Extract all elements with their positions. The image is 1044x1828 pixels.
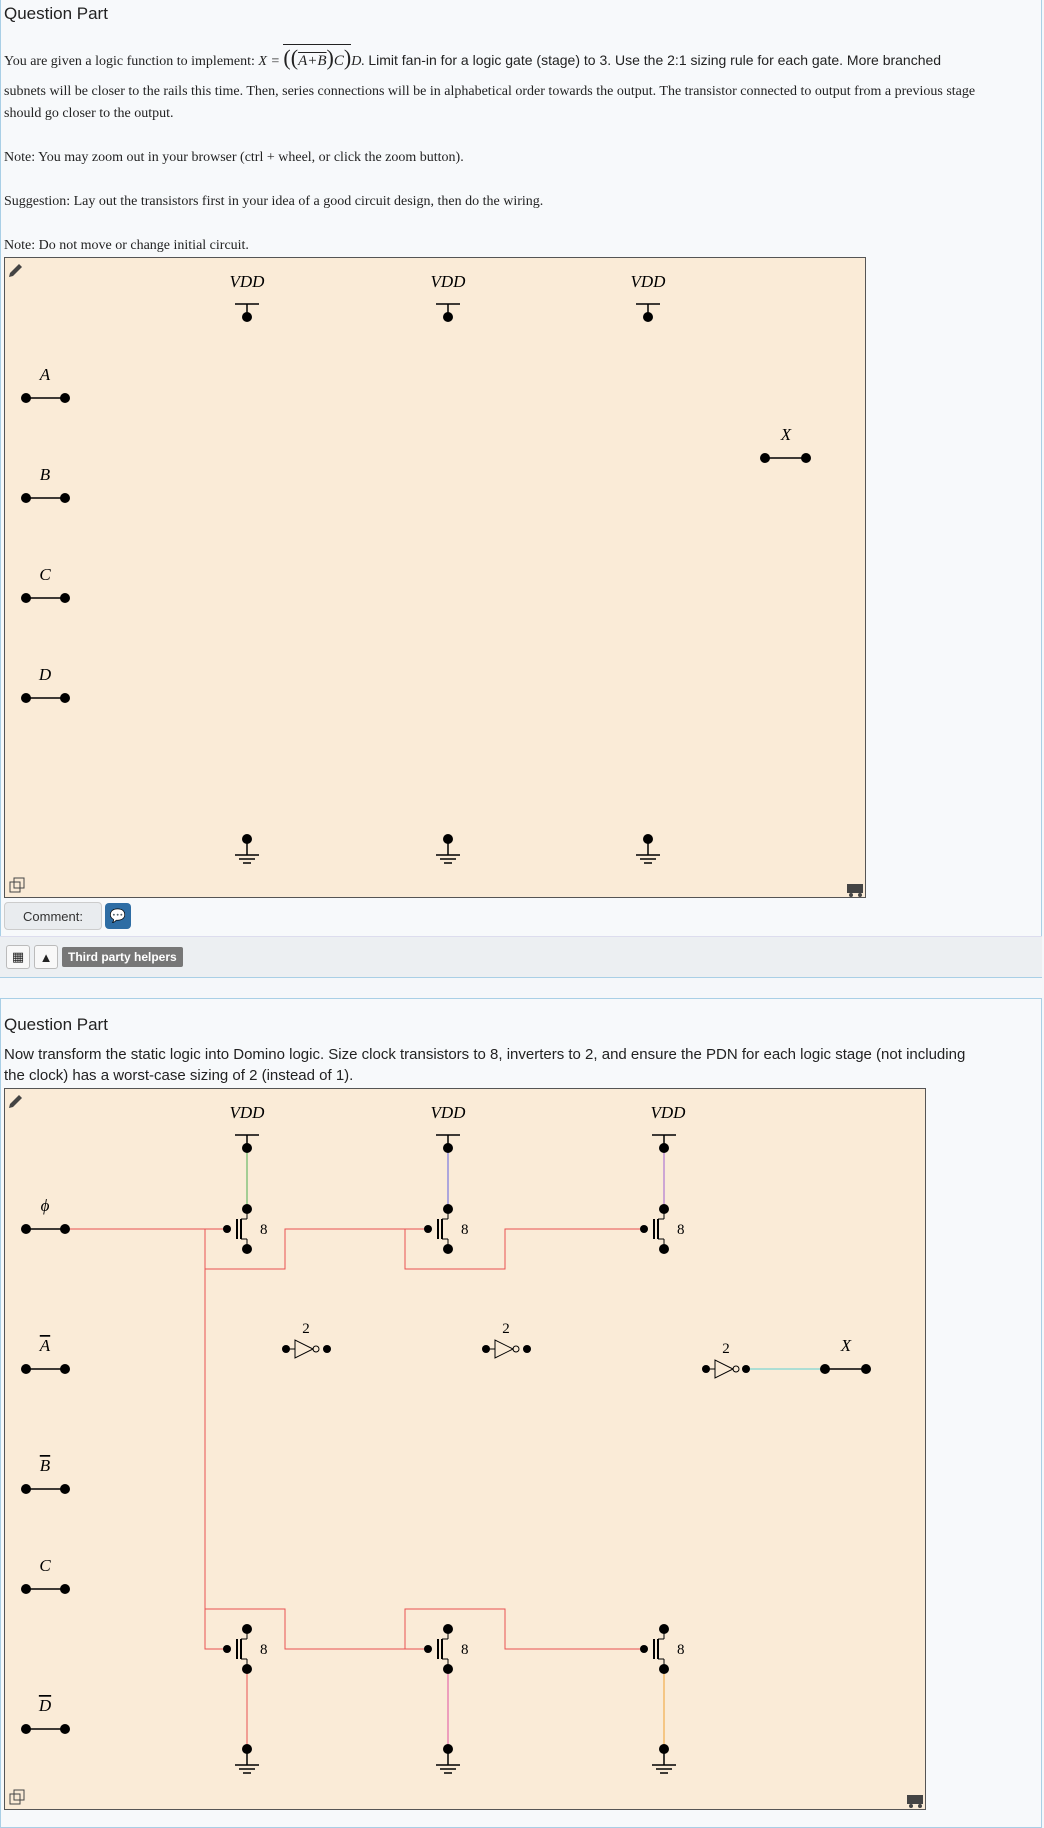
vdd-label-1: VDD bbox=[229, 1103, 265, 1122]
input-terminal-a[interactable] bbox=[21, 393, 70, 403]
problem-statement bbox=[4, 44, 1044, 73]
input-label-a-bar: A bbox=[39, 1336, 51, 1355]
calculator-icon[interactable]: ▦ bbox=[6, 945, 30, 969]
clock-transistor-bottom-3[interactable] bbox=[640, 1624, 685, 1674]
pencil-icon[interactable] bbox=[9, 1095, 22, 1108]
copy-icon[interactable] bbox=[10, 878, 24, 892]
svg-text:2: 2 bbox=[722, 1341, 730, 1357]
flask-icon[interactable]: ▲ bbox=[34, 945, 58, 969]
output-label-x: X bbox=[840, 1336, 852, 1355]
chat-icon[interactable]: 💬 bbox=[105, 903, 131, 929]
input-label-b: B bbox=[39, 465, 51, 484]
gnd-node-3[interactable] bbox=[652, 1744, 676, 1773]
clock-transistor-bottom-2[interactable] bbox=[424, 1624, 469, 1674]
vdd-node-2[interactable] bbox=[436, 1135, 460, 1153]
vdd-label-3: VDD bbox=[630, 272, 666, 291]
input-label-b-bar: B bbox=[39, 1456, 51, 1475]
part2-desc-line1: Now transform the static logic into Domino logic. Size clock transistors to 8, inverters to 2, and ensure the PDN for each logic stage (not including bbox=[4, 1046, 966, 1063]
input-terminal-d[interactable] bbox=[21, 693, 70, 703]
circuit-canvas-2[interactable] bbox=[4, 1088, 926, 1810]
output-terminal-x[interactable] bbox=[820, 1364, 871, 1374]
input-terminal-b-bar[interactable] bbox=[21, 1484, 70, 1494]
ambulance-icon[interactable] bbox=[907, 1795, 923, 1808]
third-party-helpers-button[interactable]: Third party helpers bbox=[62, 947, 183, 967]
vdd-node-1[interactable] bbox=[235, 304, 259, 322]
vdd-label-1: VDD bbox=[229, 272, 265, 291]
input-label-d: D bbox=[38, 665, 52, 684]
part2-title: Question Part bbox=[4, 1015, 108, 1034]
input-terminal-c[interactable] bbox=[21, 1584, 70, 1594]
svg-text:8: 8 bbox=[260, 1642, 268, 1658]
inverter-2[interactable] bbox=[482, 1321, 531, 1358]
wire-clock-down[interactable] bbox=[205, 1229, 225, 1649]
gnd-node-2[interactable] bbox=[436, 1744, 460, 1773]
gnd-node-1[interactable] bbox=[235, 1744, 259, 1773]
problem-line3: should go closer to the output. bbox=[4, 106, 174, 121]
note-move: Note: Do not move or change initial circuit. bbox=[4, 238, 249, 253]
input-label-c: C bbox=[39, 1556, 51, 1575]
gnd-node-1[interactable] bbox=[235, 834, 259, 863]
svg-text:2: 2 bbox=[302, 1321, 310, 1337]
pencil-icon[interactable] bbox=[9, 264, 22, 277]
vdd-node-3[interactable] bbox=[652, 1135, 676, 1153]
clock-label: ϕ bbox=[40, 1196, 50, 1215]
clock-transistor-top-3[interactable] bbox=[640, 1204, 685, 1254]
vdd-node-2[interactable] bbox=[436, 304, 460, 322]
helpers-bar bbox=[0, 936, 1042, 977]
input-terminal-b[interactable] bbox=[21, 493, 70, 503]
input-terminal-a-bar[interactable] bbox=[21, 1364, 70, 1374]
copy-icon[interactable] bbox=[10, 1790, 24, 1804]
input-label-a: A bbox=[39, 365, 51, 384]
inverter-1[interactable] bbox=[282, 1321, 331, 1358]
vdd-node-3[interactable] bbox=[636, 304, 660, 322]
rest-line1: Limit fan-in for a logic gate (stage) to 3. Use the 2:1 sizing rule for each gate. More branched bbox=[368, 52, 942, 68]
note-zoom: Note: You may zoom out in your browser (ctrl + wheel, or click the zoom button). bbox=[4, 150, 464, 165]
gnd-node-2[interactable] bbox=[436, 834, 460, 863]
vdd-label-2: VDD bbox=[430, 1103, 466, 1122]
clock-transistor-bottom-1[interactable] bbox=[223, 1624, 268, 1674]
clock-transistor-top-2[interactable] bbox=[424, 1204, 469, 1254]
clock-transistor-top-1[interactable] bbox=[223, 1204, 268, 1254]
clock-terminal[interactable] bbox=[21, 1224, 70, 1234]
input-label-c: C bbox=[39, 565, 51, 584]
svg-text:8: 8 bbox=[260, 1222, 268, 1238]
ambulance-icon[interactable] bbox=[847, 884, 863, 897]
input-terminal-c[interactable] bbox=[21, 593, 70, 603]
vdd-label-2: VDD bbox=[430, 272, 466, 291]
suggestion: Suggestion: Lay out the transistors first in your idea of a good circuit design, then do the wiring. bbox=[4, 194, 544, 209]
input-label-d-bar: D bbox=[38, 1696, 52, 1715]
svg-text:8: 8 bbox=[461, 1222, 469, 1238]
inverter-3[interactable] bbox=[702, 1341, 750, 1378]
output-terminal-x[interactable] bbox=[760, 453, 811, 463]
intro-text: You are given a logic function to implement: bbox=[4, 54, 255, 69]
equation: X = ((A+B)C)D. bbox=[258, 45, 365, 70]
vdd-label-3: VDD bbox=[650, 1103, 686, 1122]
input-terminal-d-bar[interactable] bbox=[21, 1724, 70, 1734]
gnd-node-3[interactable] bbox=[636, 834, 660, 863]
problem-line2: subnets will be closer to the rails this time. Then, series connections will be in alphabetical order towards the output. The transistor connected to output from a previous stage bbox=[4, 84, 976, 99]
output-label-x: X bbox=[780, 425, 792, 444]
part2-desc-line2: the clock) has a worst-case sizing of 2 (instead of 1). bbox=[4, 1067, 354, 1084]
svg-text:8: 8 bbox=[677, 1222, 685, 1238]
part1-title: Question Part bbox=[4, 4, 108, 23]
svg-text:8: 8 bbox=[677, 1642, 685, 1658]
svg-text:8: 8 bbox=[461, 1642, 469, 1658]
comment-button[interactable]: Comment: bbox=[4, 902, 102, 930]
vdd-node-1[interactable] bbox=[235, 1135, 259, 1153]
circuit-canvas-1[interactable] bbox=[4, 257, 866, 898]
svg-text:2: 2 bbox=[502, 1321, 510, 1337]
